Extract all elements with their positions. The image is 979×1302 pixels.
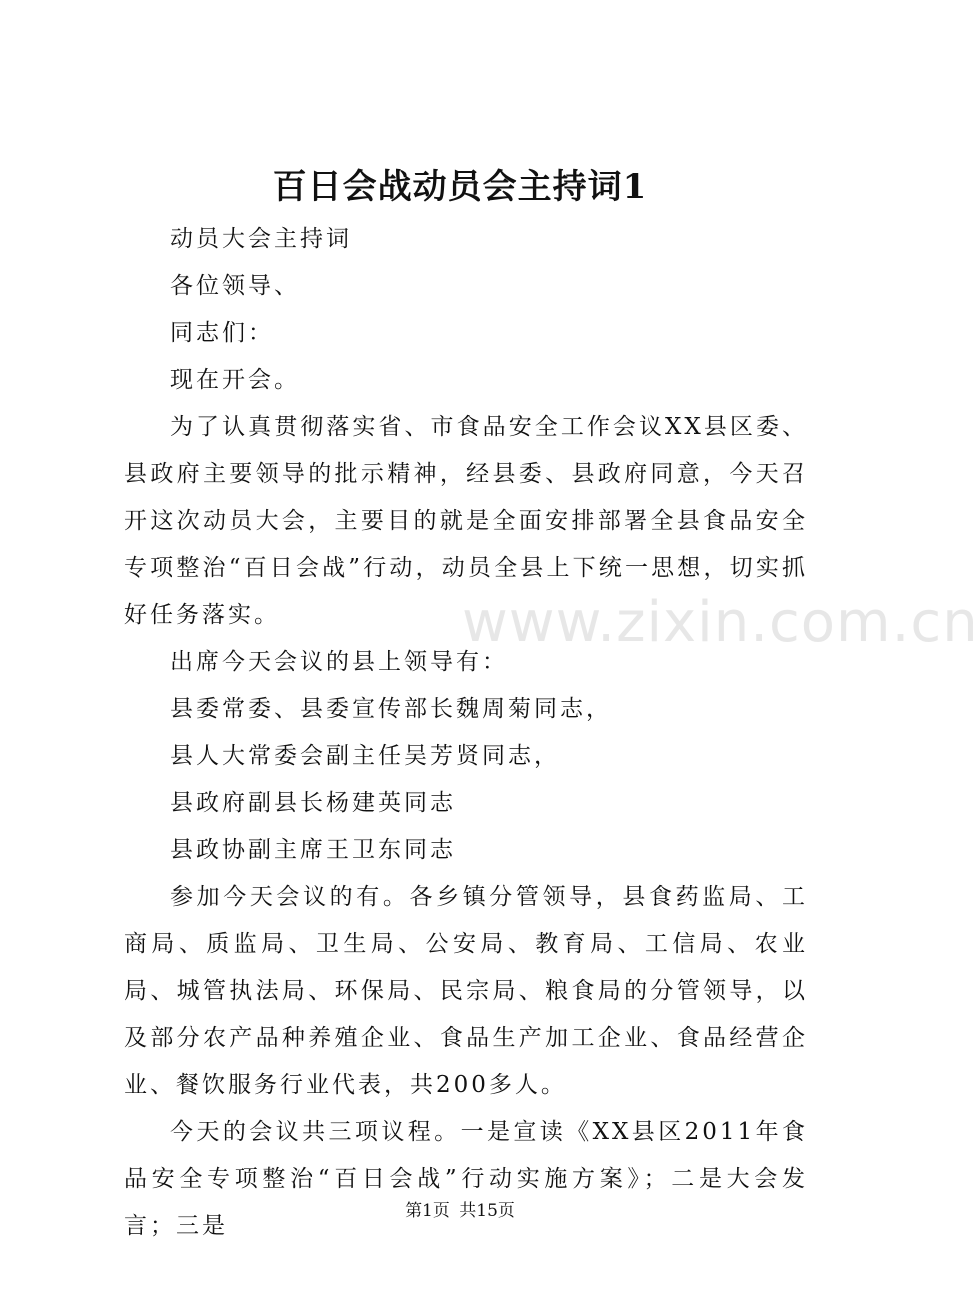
paragraph: 现在开会。 <box>170 367 300 393</box>
paragraph: 县委常委、县委宣传部长魏周菊同志， <box>170 696 612 722</box>
paragraph: 为了认真贯彻落实省、市食品安全工作会议XX县区委、县政府主要领导的批示精神，经县委、县政府同意，今天召开这次动员大会，主要目的就是全面安排部署全县食品安全专项整治“百日会战”行动，动员全县上下统一思想，切实抓好任务落实。 <box>124 414 808 628</box>
paragraph: 动员大会主持词 <box>170 226 352 252</box>
paragraph: 参加今天会议的有。各乡镇分管领导，县食药监局、工商局、质监局、卫生局、公安局、教育局、工信局、农业局、城管执法局、环保局、民宗局、粮食局的分管领导，以及部分农产品种养殖企业、食品生产加工企业、食品经营企业、餐饮服务行业代表，共200多人。 <box>124 884 808 1098</box>
paragraph: 今天的会议共三项议程。一是宣读《XX县区2011年食品安全专项整治“百日会战”行动实施方案》；二是大会发言；三是 <box>124 1119 808 1239</box>
page-footer <box>0 1198 920 1224</box>
paragraph: 县政府副县长杨建英同志 <box>170 790 456 816</box>
paragraph: 出席今天会议的县上领导有： <box>170 649 508 675</box>
paragraph: 县政协副主席王卫东同志 <box>170 837 456 863</box>
paragraph: 同志们： <box>170 320 274 346</box>
page-total: 共15页 <box>459 1201 515 1221</box>
paragraph: 县人大常委会副主任吴芳贤同志， <box>170 743 560 769</box>
paragraph: 各位领导、 <box>170 273 300 299</box>
watermark: www.zixin.com.cn <box>462 590 979 655</box>
document-title: 百日会战动员会主持词1 <box>272 167 648 207</box>
page-number: 第1页 <box>405 1201 450 1221</box>
document-body <box>124 216 808 1250</box>
